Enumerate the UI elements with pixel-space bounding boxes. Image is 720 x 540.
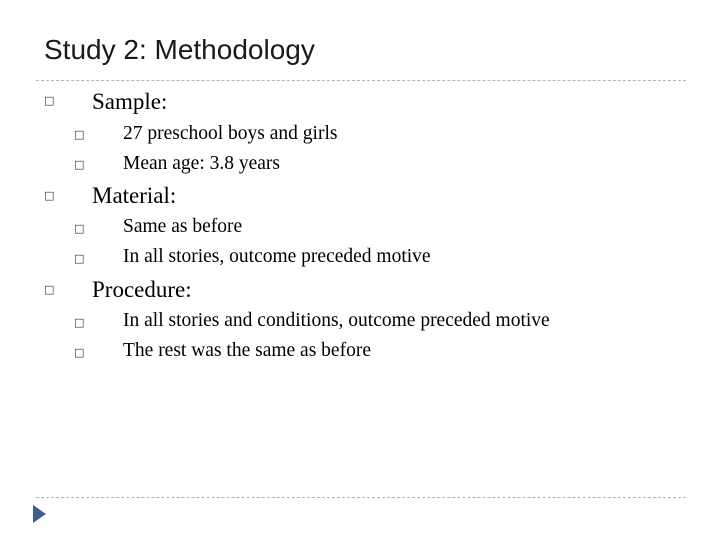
section-heading-sample: Sample: — [92, 89, 168, 114]
footer-divider — [36, 497, 686, 498]
bullet-icon: □ — [44, 94, 55, 107]
slide-title: Study 2: Methodology — [44, 34, 315, 65]
bullet-icon: □ — [74, 222, 85, 235]
bullet-icon: □ — [74, 346, 85, 359]
bullet-icon: □ — [74, 316, 85, 329]
bullet-icon: □ — [74, 158, 85, 171]
bullet-icon: □ — [44, 283, 55, 296]
section-heading-material: Material: — [92, 183, 177, 208]
section-heading-procedure: Procedure: — [92, 277, 192, 302]
bullet-icon: □ — [44, 189, 55, 202]
list-item: Same as before — [123, 216, 243, 237]
list-item: In all stories, outcome preceded motive — [123, 246, 431, 267]
bullet-icon: □ — [74, 128, 85, 141]
list-item: In all stories and conditions, outcome preceded motive — [123, 310, 550, 331]
title-divider — [36, 80, 686, 81]
bullet-icon: □ — [74, 252, 85, 265]
play-arrow-icon — [33, 505, 46, 523]
list-item: 27 preschool boys and girls — [123, 123, 338, 144]
list-item: Mean age: 3.8 years — [123, 153, 281, 174]
list-item: The rest was the same as before — [123, 340, 371, 361]
